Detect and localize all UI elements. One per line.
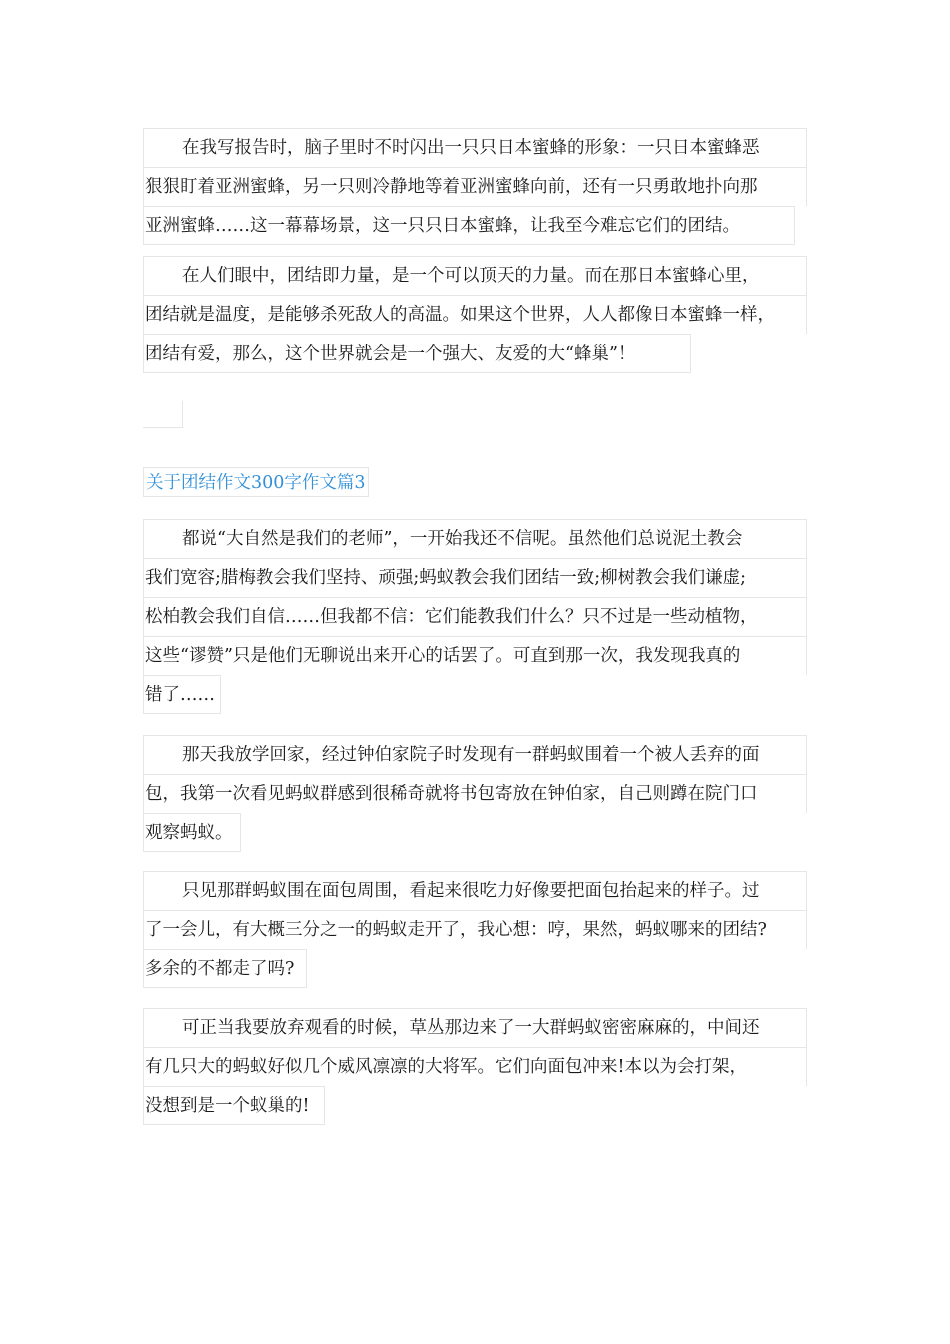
paragraph-line: 团结就是温度，是能够杀死敌人的高温。如果这个世界，人人都像日本蜜蜂一样， xyxy=(143,295,807,334)
paragraph-line: 那天我放学回家，经过钟伯家院子时发现有一群蚂蚁围着一个被人丢弃的面 xyxy=(143,735,807,774)
paragraph-line: 亚洲蜜蜂……这一幕幕场景，这一只只日本蜜蜂，让我至今难忘它们的团结。 xyxy=(143,206,795,245)
paragraph-line: 了一会儿，有大概三分之一的蚂蚁走开了，我心想：哼，果然，蚂蚁哪来的团结? xyxy=(143,910,807,949)
paragraph-1 xyxy=(143,128,807,245)
paragraph-line: 只见那群蚂蚁围在面包周围，看起来很吃力好像要把面包抬起来的样子。过 xyxy=(143,871,807,910)
paragraph-line: 包，我第一次看见蚂蚁群感到很稀奇就将书包寄放在钟伯家，自己则蹲在院门口 xyxy=(143,774,807,813)
paragraph-6 xyxy=(143,1008,807,1125)
paragraph-line: 松柏教会我们自信……但我都不信：它们能教我们什么？只不过是一些动植物， xyxy=(143,597,807,636)
paragraph-2 xyxy=(143,256,807,373)
empty-paragraph xyxy=(143,401,183,428)
section-heading: 关于团结作文300字作文篇3 xyxy=(143,467,369,497)
paragraph-line: 有几只大的蚂蚁好似几个威风凛凛的大将军。它们向面包冲来!本以为会打架， xyxy=(143,1047,807,1086)
paragraph-line: 没想到是一个蚁巢的! xyxy=(143,1086,325,1125)
paragraph-line: 我们宽容;腊梅教会我们坚持、顽强;蚂蚁教会我们团结一致;柳树教会我们谦虚; xyxy=(143,558,807,597)
paragraph-line: 团结有爱，那么，这个世界就会是一个强大、友爱的大“蜂巢”！ xyxy=(143,334,691,373)
paragraph-line: 在我写报告时，脑子里时不时闪出一只只日本蜜蜂的形象：一只日本蜜蜂恶 xyxy=(143,128,807,167)
paragraph-line: 错了…… xyxy=(143,675,221,714)
paragraph-line: 在人们眼中，团结即力量，是一个可以顶天的力量。而在那日本蜜蜂心里， xyxy=(143,256,807,295)
paragraph-4 xyxy=(143,735,807,852)
paragraph-line: 这些“谬赞”只是他们无聊说出来开心的话罢了。可直到那一次，我发现我真的 xyxy=(143,636,807,675)
paragraph-line: 观察蚂蚁。 xyxy=(143,813,241,852)
paragraph-line: 多余的不都走了吗? xyxy=(143,949,307,988)
paragraph-5 xyxy=(143,871,807,988)
paragraph-line: 可正当我要放弃观看的时候，草丛那边来了一大群蚂蚁密密麻麻的，中间还 xyxy=(143,1008,807,1047)
paragraph-line: 都说“大自然是我们的老师”，一开始我还不信呢。虽然他们总说泥土教会 xyxy=(143,519,807,558)
paragraph-line: 狠狠盯着亚洲蜜蜂，另一只则冷静地等着亚洲蜜蜂向前，还有一只勇敢地扑向那 xyxy=(143,167,807,206)
paragraph-3 xyxy=(143,519,807,714)
